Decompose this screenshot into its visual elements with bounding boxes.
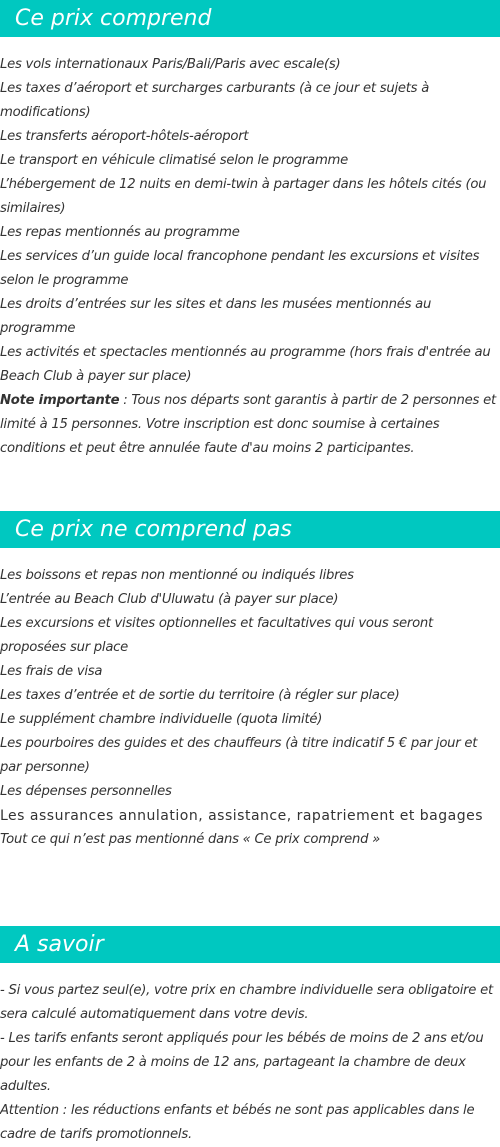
info-paragraph: - Les tarifs enfants seront appliqués pour les bébés de moins de 2 ans et/ou pour les enfants de 2 à moins de 12 ans, partageant la chambre de deux adultes. (0, 1031, 484, 1094)
excludes-title: Ce prix ne comprend pas (0, 511, 500, 548)
list-item: Les excursions et visites optionnelles et facultatives qui vous seront proposées sur place (0, 616, 433, 655)
list-item: Les activités et spectacles mentionnés au programme (hors frais d'entrée au Beach Club à payer sur place) (0, 345, 491, 384)
list-item: Les vols internationaux Paris/Bali/Paris avec escale(s) (0, 57, 341, 72)
includes-title: Ce prix comprend (0, 0, 500, 37)
list-item: Les repas mentionnés au programme (0, 225, 240, 240)
list-item: Les dépenses personnelles (0, 784, 172, 799)
important-note (0, 389, 500, 461)
list-item: Les transferts aéroport-hôtels-aéroport (0, 129, 249, 144)
list-item: L’hébergement de 12 nuits en demi-twin à partager dans les hôtels cités (ou similaires) (0, 177, 487, 216)
excludes-list (0, 564, 500, 852)
info-paragraph: - Si vous partez seul(e), votre prix en chambre individuelle sera obligatoire et sera calculé automatiquement dans votre devis. (0, 983, 493, 1022)
list-item: Tout ce qui n’est pas mentionné dans « Ce prix comprend » (0, 832, 381, 847)
important-note-label: Note importante (0, 393, 120, 408)
info-paragraph: Attention : les réductions enfants et bébés ne sont pas applicables dans le cadre de tarifs promotionnels. (0, 1103, 475, 1142)
list-item: Les droits d’entrées sur les sites et dans les musées mentionnés au programme (0, 297, 432, 336)
list-item: Les boissons et repas non mentionné ou indiqués libres (0, 568, 354, 583)
info-paragraphs (0, 979, 500, 1147)
list-item: Les pourboires des guides et des chauffeurs (à titre indicatif 5 € par jour et par personne) (0, 736, 478, 775)
list-item: Les assurances annulation, assistance, rapatriement et bagages (0, 808, 483, 824)
important-note-text: : Tous nos départs sont garantis à partir de 2 personnes et limité à 15 personnes. Votre inscription est donc soumise à certaines conditions et peut être annulée faute d'au moins 2 participantes. (0, 393, 496, 456)
info-title: A savoir (0, 926, 500, 963)
list-item: L’entrée au Beach Club d'Uluwatu (à payer sur place) (0, 592, 339, 607)
list-item: Les taxes d’entrée et de sortie du territoire (à régler sur place) (0, 688, 400, 703)
list-item: Le transport en véhicule climatisé selon le programme (0, 153, 349, 168)
list-item: Les frais de visa (0, 664, 103, 679)
list-item: Les services d’un guide local francophone pendant les excursions et visites selon le programme (0, 249, 480, 288)
list-item: Les taxes d’aéroport et surcharges carburants (à ce jour et sujets à modifications) (0, 81, 430, 120)
includes-list (0, 53, 500, 389)
list-item: Le supplément chambre individuelle (quota limité) (0, 712, 323, 727)
